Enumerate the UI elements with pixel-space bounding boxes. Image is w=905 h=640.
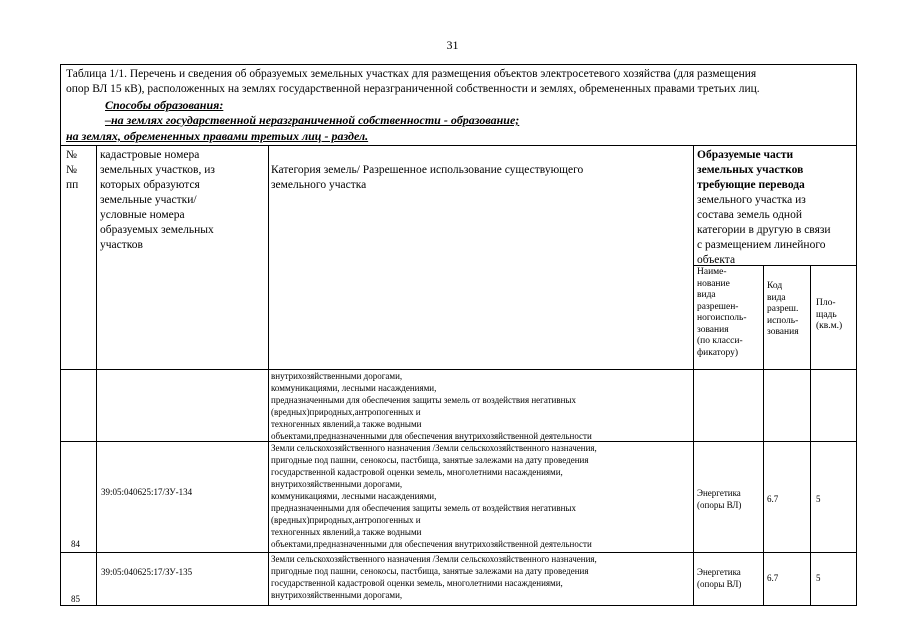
caption-line-1: Таблица 1/1. Перечень и сведения об образуемых земельных участках для размещения объектов электросетевого хозяйства (для размещения xyxy=(66,68,757,80)
header-parts-line: требующие перевода xyxy=(697,179,805,191)
header-num-line: № xyxy=(66,164,77,176)
header-category-line: Категория земель/ Разрешенное использование существующего xyxy=(271,164,584,176)
row-use-name xyxy=(697,566,763,590)
header-num-line: № xyxy=(66,149,77,161)
header-category xyxy=(271,163,691,193)
use-name-line: Энергетика xyxy=(697,567,741,577)
header-code-line: разреш. xyxy=(767,304,799,314)
category-line: государственной кадастровой оценки земель, многолетними насаждениями, xyxy=(271,578,563,588)
header-use-name-line: разрешен- xyxy=(697,301,739,312)
header-parts-line: объекта xyxy=(697,254,736,266)
use-name-line: (опоры ВЛ) xyxy=(697,579,742,589)
use-name-line: (опоры ВЛ) xyxy=(697,500,742,510)
table-frame xyxy=(60,64,857,606)
header-code-line: Код xyxy=(767,281,783,291)
category-line: пригодные под пашни, сенокосы, пастбища, занятые залежами на дату проведения xyxy=(271,566,589,576)
category-line: внутрихозяйственными дорогами, xyxy=(271,371,403,381)
row-number: 85 xyxy=(71,594,80,604)
header-cadastral-line: кадастровые номера xyxy=(100,149,200,161)
category-line: (вредных)природных,антропогенных и xyxy=(271,515,421,525)
category-line: техногенных явлений,а также водными xyxy=(271,419,422,429)
header-cadastral-line: которых образуются xyxy=(100,179,200,191)
header-parts-line: земельных участков xyxy=(697,164,804,176)
row-area: 5 xyxy=(816,494,821,504)
table-row xyxy=(271,442,691,550)
category-line: Земли сельскохозяйственного назначения /Земли сельскохозяйственного назначения, xyxy=(271,443,597,453)
table-row xyxy=(271,370,691,442)
method-1: –на землях государственной неразграниченной собственности - образование; xyxy=(105,113,520,127)
header-use-name-line: вида xyxy=(697,290,716,300)
header-cadastral-line: образуемых земельных xyxy=(100,224,214,236)
methods-title: Способы образования: xyxy=(105,98,224,112)
header-use-name-line: нование xyxy=(697,278,730,289)
use-name-line: Энергетика xyxy=(697,488,741,498)
header-category-line: земельного участка xyxy=(271,179,367,191)
header-parts xyxy=(697,148,857,268)
row-cadastral: 39:05:040625:17/ЗУ-134 xyxy=(101,487,193,497)
category-line: техногенных явлений,а также водными xyxy=(271,527,422,537)
header-use-name xyxy=(697,267,763,359)
category-line: коммуникациями, лесными насаждениями, xyxy=(271,383,437,393)
header-code-line: зования xyxy=(767,327,799,337)
category-line: коммуникациями, лесными насаждениями, xyxy=(271,491,437,501)
row-code: 6.7 xyxy=(767,494,779,504)
category-line: предназначенными для обеспечения защиты земель от воздействия негативных xyxy=(271,503,576,513)
header-use-name-line: Наиме- xyxy=(697,267,727,277)
col-divider xyxy=(810,265,811,606)
row-cadastral: 39:05:040625:17/ЗУ-135 xyxy=(101,567,193,577)
method-2: на землях, обремененных правами третьих лиц - раздел. xyxy=(66,129,369,143)
row-code: 6.7 xyxy=(767,573,779,583)
row-area: 5 xyxy=(816,573,821,583)
header-code xyxy=(767,281,810,339)
caption-line-2: опор ВЛ 15 кВ), расположенных на землях государственной неразграниченной собственности и землях, обремененных правами третьих лиц. xyxy=(66,83,760,95)
header-code-line: исполь- xyxy=(767,315,799,326)
header-num-line: пп xyxy=(66,179,79,191)
header-code-line: вида xyxy=(767,292,786,303)
category-line: предназначенными для обеспечения защиты земель от воздействия негативных xyxy=(271,395,576,405)
category-line: объектами,предназначенными для обеспечения внутрихозяйственной деятельности xyxy=(271,431,592,441)
header-num xyxy=(66,148,94,193)
header-use-name-line: ногоисполь- xyxy=(697,313,747,323)
row-number: 84 xyxy=(71,539,80,549)
table-caption xyxy=(61,65,856,146)
header-cadastral-line: участков xyxy=(100,239,143,251)
header-cadastral-line: условные номера xyxy=(100,209,185,221)
header-use-name-line: фикатору) xyxy=(697,347,738,358)
header-cadastral-line: земельные участки/ xyxy=(100,194,197,206)
col-divider xyxy=(96,146,97,606)
category-line: внутрихозяйственными дорогами, xyxy=(271,479,403,489)
col-divider xyxy=(268,146,269,606)
category-line: (вредных)природных,антропогенных и xyxy=(271,407,421,417)
category-line: Земли сельскохозяйственного назначения /Земли сельскохозяйственного назначения, xyxy=(271,554,597,564)
header-parts-line: категории в другую в связи xyxy=(697,224,831,236)
header-use-name-line: зования xyxy=(697,324,729,335)
header-cadastral xyxy=(100,148,266,253)
category-line: объектами,предназначенными для обеспечения внутрихозяйственной деятельности xyxy=(271,539,592,549)
table-row xyxy=(271,553,691,601)
header-use-name-line: (по класси- xyxy=(697,336,743,346)
page-number: 31 xyxy=(446,38,459,52)
category-line: государственной кадастровой оценки земель, многолетними насаждениями, xyxy=(271,467,563,477)
header-parts-line: Образуемые части xyxy=(697,149,794,161)
header-area-line: щадь xyxy=(816,309,837,320)
header-area-line: Пло- xyxy=(816,298,836,308)
col-divider xyxy=(763,265,764,606)
header-parts-line: с размещением линейного xyxy=(697,239,826,251)
header-parts-line: земельного участка из xyxy=(697,194,806,206)
header-area xyxy=(816,298,856,333)
category-line: внутрихозяйственными дорогами, xyxy=(271,590,403,600)
category-line: пригодные под пашни, сенокосы, пастбища, занятые залежами на дату проведения xyxy=(271,455,589,465)
col-divider xyxy=(693,146,694,606)
header-area-line: (кв.м.) xyxy=(816,321,843,331)
header-cadastral-line: земельных участков, из xyxy=(100,164,215,176)
header-parts-line: состава земель одной xyxy=(697,209,802,221)
row-use-name xyxy=(697,487,763,511)
